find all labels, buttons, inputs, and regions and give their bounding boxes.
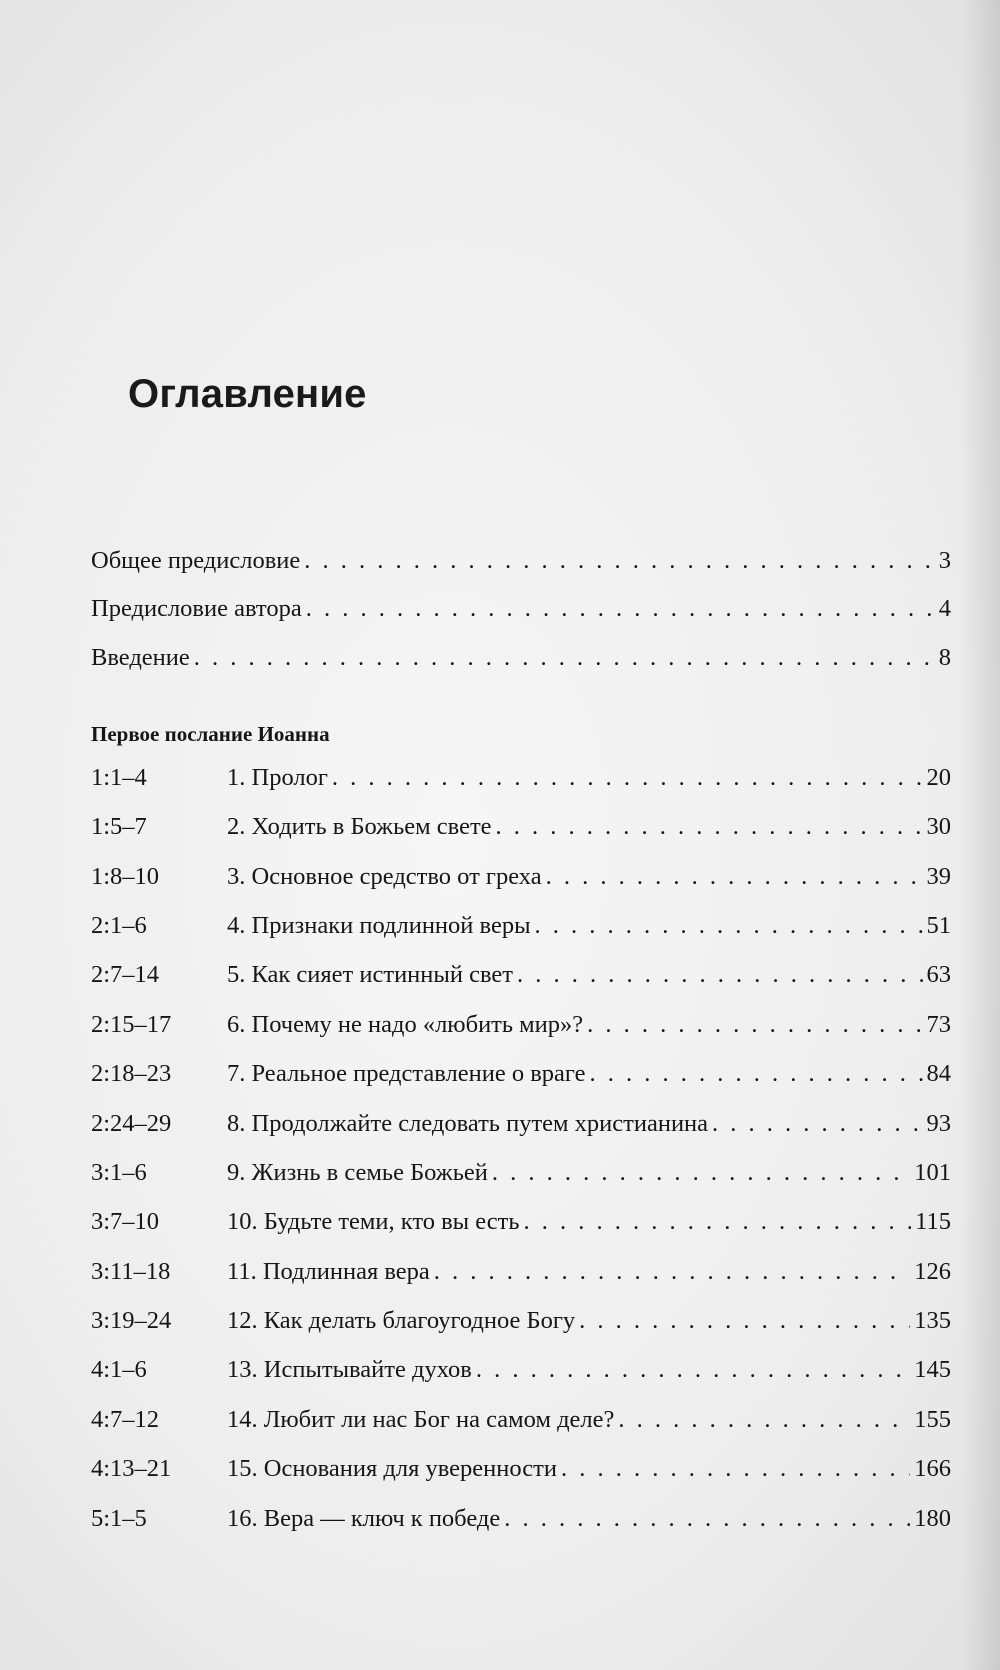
toc-chapter-ref: 1:1–4 (91, 764, 147, 791)
toc-chapter-ref: 2:7–14 (91, 961, 160, 988)
dot-leader (492, 1153, 910, 1193)
page-title: Оглавление (128, 372, 367, 416)
toc-chapter-row (91, 1054, 951, 1094)
dot-leader (332, 758, 923, 798)
dot-leader (496, 807, 923, 847)
toc-entry-page: 4 (938, 595, 951, 622)
toc-entry-introduction (91, 638, 951, 678)
toc-chapter-ref: 5:1–5 (91, 1505, 147, 1532)
toc-chapter-page: 63 (926, 961, 951, 988)
toc-chapter-ref: 4:1–6 (91, 1356, 147, 1383)
dot-leader (517, 955, 923, 995)
toc-chapter-row (91, 1499, 951, 1539)
dot-leader (546, 857, 923, 897)
dot-leader (561, 1449, 910, 1489)
toc-chapter-title: 16. Вера — ключ к победе (227, 1505, 501, 1532)
toc-chapter-row (91, 1153, 951, 1193)
toc-chapter-ref: 3:7–10 (91, 1208, 160, 1235)
toc-chapter-page: 73 (926, 1011, 951, 1038)
dot-leader (579, 1301, 910, 1341)
toc-chapter-ref: 4:13–21 (91, 1455, 172, 1482)
toc-chapter-ref: 1:5–7 (91, 813, 147, 840)
toc-chapter-title: 15. Основания для уверенности (227, 1455, 557, 1482)
toc-chapter-row (91, 807, 951, 847)
toc-chapter-row (91, 1400, 951, 1440)
toc-chapter-row (91, 906, 951, 946)
toc-chapter-page: 145 (914, 1356, 951, 1383)
toc-chapter-row (91, 758, 951, 798)
toc-entry-page: 8 (938, 644, 951, 671)
toc-chapter-title: 13. Испытывайте духов (227, 1356, 472, 1383)
toc-chapter-row (91, 1104, 951, 1144)
toc-chapter-title: 1. Пролог (227, 764, 328, 791)
toc-entry-title: Общее предисловие (91, 547, 301, 574)
toc-chapter-page: 20 (926, 764, 951, 791)
toc-chapter-page: 39 (926, 863, 951, 890)
toc-chapter-row (91, 1449, 951, 1489)
toc-chapter-page: 166 (914, 1455, 951, 1482)
toc-chapter-title: 10. Будьте теми, кто вы есть (227, 1208, 520, 1235)
section-heading: Первое послание Иоанна (91, 722, 330, 746)
dot-leader (590, 1054, 923, 1094)
toc-chapter-title: 5. Как сияет истинный свет (227, 961, 513, 988)
toc-chapter-page: 126 (914, 1258, 951, 1285)
toc-chapter-title: 2. Ходить в Божьем свете (227, 813, 492, 840)
page-gutter-shadow (960, 0, 1000, 1670)
dot-leader (618, 1400, 910, 1440)
toc-chapter-row (91, 1350, 951, 1390)
toc-chapter-title: 4. Признаки подлинной веры (227, 912, 531, 939)
toc-chapter-title: 6. Почему не надо «любить мир»? (227, 1011, 584, 1038)
dot-leader (587, 1005, 922, 1045)
toc-chapter-page: 30 (926, 813, 951, 840)
dot-leader (304, 541, 934, 581)
toc-chapter-ref: 2:15–17 (91, 1011, 172, 1038)
toc-chapter-title: 11. Подлинная вера (227, 1258, 430, 1285)
toc-entry-title: Предисловие автора (91, 595, 302, 622)
toc-chapter-ref: 3:19–24 (91, 1307, 172, 1334)
toc-chapter-row (91, 1252, 951, 1292)
toc-chapter-title: 3. Основное средство от греха (227, 863, 542, 890)
dot-leader (504, 1499, 910, 1539)
toc-chapter-page: 115 (915, 1208, 951, 1235)
toc-chapter-page: 51 (926, 912, 951, 939)
toc-chapter-ref: 2:24–29 (91, 1110, 172, 1137)
toc-chapter-ref: 2:18–23 (91, 1060, 172, 1087)
toc-entry-general-preface (91, 541, 951, 581)
toc-chapter-ref: 2:1–6 (91, 912, 147, 939)
toc-chapter-title: 7. Реальное представление о враге (227, 1060, 586, 1087)
toc-chapter-title: 9. Жизнь в семье Божьей (227, 1159, 488, 1186)
toc-chapter-row (91, 1202, 951, 1242)
toc-chapter-row (91, 857, 951, 897)
toc-chapter-ref: 3:11–18 (91, 1258, 171, 1285)
toc-chapter-title: 8. Продолжайте следовать путем христианина (227, 1110, 709, 1137)
toc-entry-title: Введение (91, 644, 190, 671)
dot-leader (524, 1202, 912, 1242)
toc-chapter-ref: 1:8–10 (91, 863, 160, 890)
dot-leader (476, 1350, 910, 1390)
toc-chapter-row (91, 955, 951, 995)
toc-entry-author-preface (91, 589, 951, 629)
toc-chapter-title: 12. Как делать благоугодное Богу (227, 1307, 576, 1334)
dot-leader (306, 589, 935, 629)
toc-chapter-title: 14. Любит ли нас Бог на самом деле? (227, 1406, 615, 1433)
dot-leader (712, 1104, 922, 1144)
toc-chapter-row (91, 1005, 951, 1045)
toc-entry-page: 3 (938, 547, 951, 574)
toc-chapter-ref: 3:1–6 (91, 1159, 147, 1186)
toc-chapter-ref: 4:7–12 (91, 1406, 160, 1433)
dot-leader (434, 1252, 910, 1292)
toc-chapter-page: 101 (914, 1159, 951, 1186)
toc-chapter-page: 155 (914, 1406, 951, 1433)
toc-chapter-page: 84 (926, 1060, 951, 1087)
toc-chapter-row (91, 1301, 951, 1341)
toc-chapter-page: 93 (926, 1110, 951, 1137)
toc-chapter-page: 180 (914, 1505, 951, 1532)
dot-leader (535, 906, 923, 946)
dot-leader (194, 638, 935, 678)
toc-chapter-page: 135 (914, 1307, 951, 1334)
